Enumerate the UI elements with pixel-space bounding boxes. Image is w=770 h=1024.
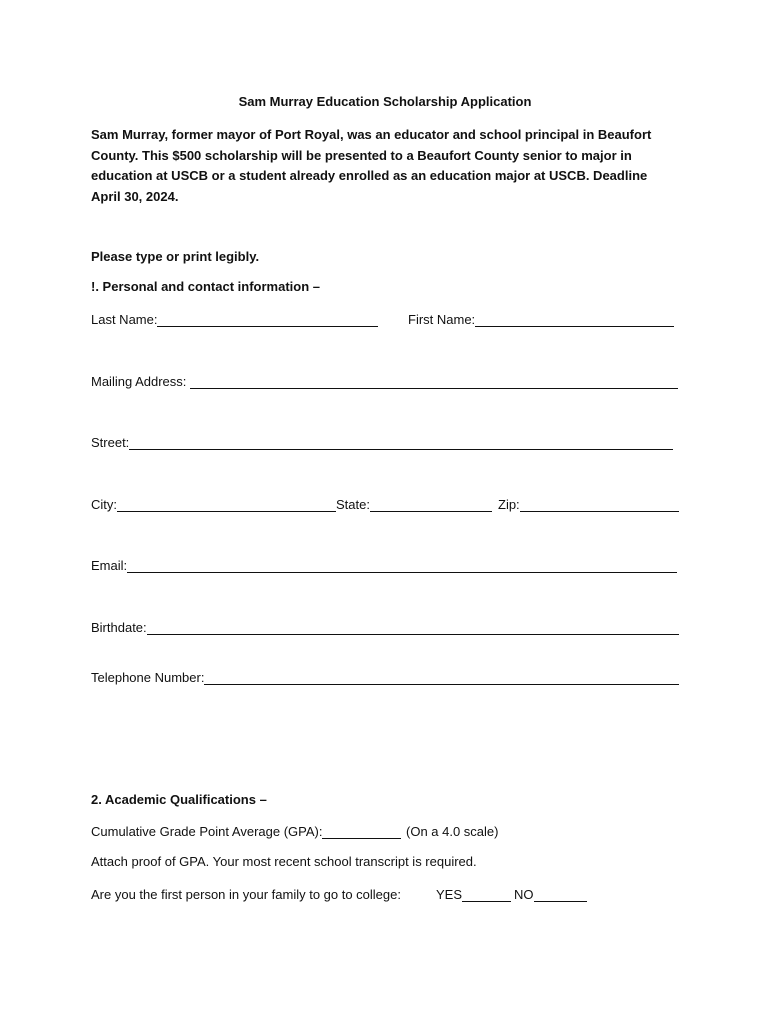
no-line[interactable] [534,887,588,902]
mailing-address-label: Mailing Address: [91,374,187,389]
first-gen-question-wrap [91,885,401,903]
yes-line[interactable] [462,887,511,902]
last-name-field[interactable] [91,310,378,328]
first-name-field[interactable] [408,310,674,328]
telephone-line[interactable] [204,670,679,685]
street-label: Street: [91,435,130,450]
gpa-scale-text: (On a 4.0 scale) [406,824,499,839]
email-line[interactable] [127,558,677,573]
section1-heading: !. Personal and contact information – [91,279,320,294]
name-row [91,310,679,328]
telephone-row [91,668,679,686]
mailing-address-field[interactable] [91,372,678,390]
telephone-field[interactable] [91,668,679,686]
email-field[interactable] [91,556,677,574]
last-name-label: Last Name: [91,312,158,327]
first-gen-no-field[interactable] [514,885,587,903]
zip-line[interactable] [520,497,679,512]
email-label: Email: [91,558,128,573]
city-label: City: [91,497,117,512]
zip-field[interactable] [498,495,679,513]
state-field[interactable] [336,495,492,513]
first-gen-question: Are you the first person in your family to go to college: [91,887,401,902]
first-gen-yes-field[interactable] [436,885,511,903]
birthdate-label: Birthdate: [91,620,147,635]
street-line[interactable] [129,435,673,450]
birthdate-line[interactable] [147,620,679,635]
gpa-line[interactable] [322,824,401,839]
first-name-label: First Name: [408,312,476,327]
gpa-field[interactable] [91,822,401,840]
form-title: Sam Murray Education Scholarship Application [238,94,532,109]
gpa-scale-wrap [401,822,499,840]
instruction-text: Please type or print legibly. [91,249,260,264]
gpa-row [91,822,679,840]
section2-heading: 2. Academic Qualifications – [91,792,267,807]
city-line[interactable] [117,497,336,512]
mailing-address-row [91,372,679,390]
state-line[interactable] [370,497,492,512]
city-field[interactable] [91,495,336,513]
first-gen-row [91,885,679,903]
last-name-line[interactable] [157,312,378,327]
telephone-label: Telephone Number: [91,670,205,685]
birthdate-row [91,618,679,636]
state-label: State: [336,497,370,512]
mailing-address-line[interactable] [190,374,678,389]
birthdate-field[interactable] [91,618,679,636]
email-row [91,556,679,574]
gpa-label: Cumulative Grade Point Average (GPA): [91,824,323,839]
gpa-proof-text: Attach proof of GPA. Your most recent school transcript is required. [91,854,477,869]
intro-paragraph: Sam Murray, former mayor of Port Royal, was an educator and school principal in Beaufort County. This $500 scholarship will be presented to a Beaufort County senior to major in education at USCB or a student already enrolled as an education major at USCB. Deadline April 30, 2024. [91,127,652,205]
street-field[interactable] [91,433,673,451]
city-state-zip-row [91,495,679,513]
zip-label: Zip: [498,497,520,512]
yes-label: YES [436,887,463,902]
first-name-line[interactable] [475,312,674,327]
street-row [91,433,679,451]
no-label: NO [514,887,534,902]
